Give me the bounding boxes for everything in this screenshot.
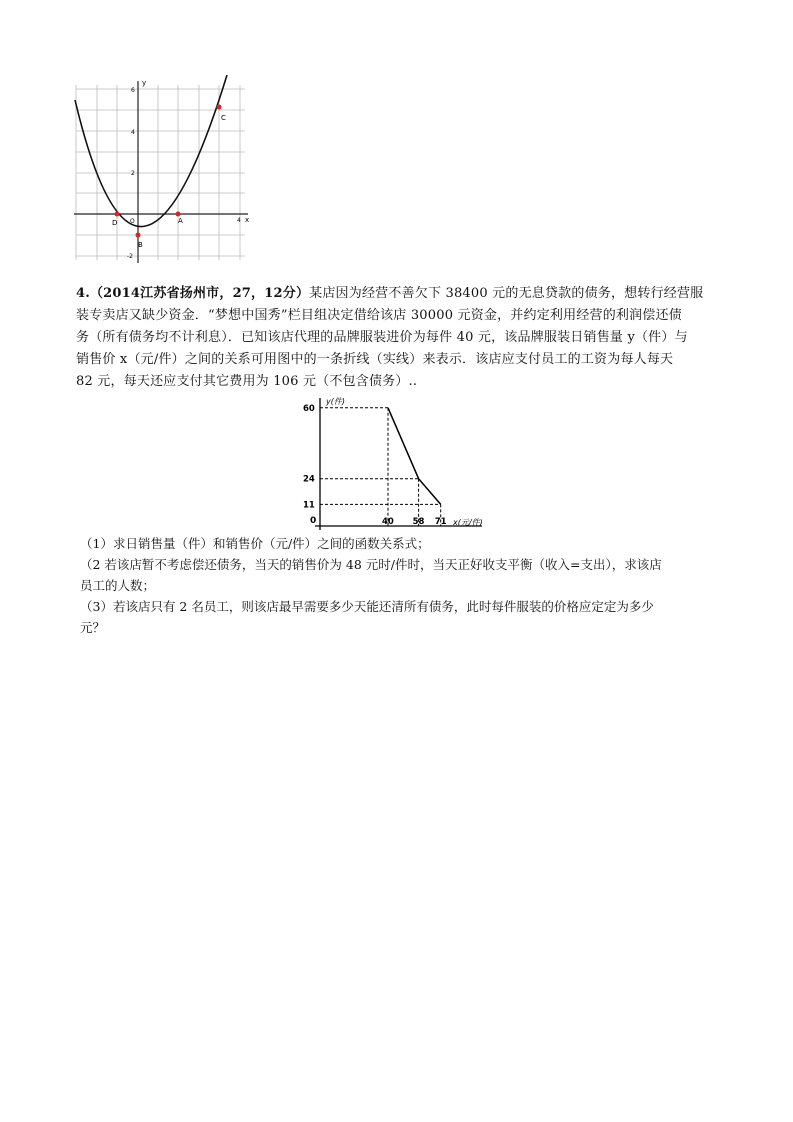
sales-chart bbox=[300, 392, 500, 532]
parabola-curve bbox=[75, 75, 227, 227]
label-b: B bbox=[138, 241, 143, 249]
problem-number: 4. bbox=[76, 286, 90, 301]
problem-line-3: 务（所有债务均不计利息）．已知该店代理的品牌服装进价为每件 40 元，该品牌服装日销售量 y（件）与 bbox=[76, 330, 688, 345]
y-tick-6: 6 bbox=[131, 87, 135, 94]
label-a: A bbox=[178, 217, 183, 225]
point-d bbox=[115, 212, 120, 217]
y-tick-label-1: 24 bbox=[303, 474, 315, 485]
chart-ylabel: y(件) bbox=[326, 397, 345, 406]
parabola-figure bbox=[70, 75, 255, 265]
y-tick-label-2: 11 bbox=[303, 500, 315, 511]
y-tick-2: 2 bbox=[131, 170, 135, 177]
problem-paragraph bbox=[76, 283, 716, 393]
problem-line-2: 装专卖店又缺少资金．“梦想中国秀”栏目组决定借给该店 30000 元资金，并约定利用经营的利润偿还债 bbox=[76, 308, 682, 323]
x-tick-4: 4 bbox=[237, 217, 241, 224]
y-axis-label: y bbox=[142, 79, 147, 87]
x-tick-label-0: 40 bbox=[382, 517, 394, 527]
problem-line-1-text: 某店因为经营不善欠下 38400 元的无息贷款的债务，想转行经营服 bbox=[309, 286, 704, 301]
chart-xlabel: x(元/件) bbox=[453, 518, 483, 527]
label-c: C bbox=[221, 114, 226, 122]
x-tick-label-1: 58 bbox=[412, 517, 425, 527]
label-d: D bbox=[112, 219, 118, 227]
y-tick-neg2: -2 bbox=[127, 253, 133, 260]
problem-line-1 bbox=[76, 283, 716, 305]
question-1: （1）求日销售量（件）和销售价（元/件）之间的函数关系式； bbox=[80, 536, 430, 551]
grid bbox=[76, 85, 245, 260]
x-tick-label-2: 71 bbox=[434, 517, 447, 527]
y-tick-label-0: 60 bbox=[303, 403, 315, 414]
chart-origin-label: 0 bbox=[310, 516, 317, 526]
x-axis-label: x bbox=[245, 216, 250, 224]
question-3-line-1: （3）若该店只有 2 名员工，则该店最早需要多少天能还清所有债务，此时每件服装的价格应定定为多少 bbox=[80, 599, 654, 614]
series-line bbox=[388, 408, 441, 505]
question-3-line-2: 元？ bbox=[80, 620, 106, 635]
problem-line-5: 82 元，每天还应支付其它费用为 106 元（不包含债务）.. bbox=[76, 374, 418, 389]
y-tick-4: 4 bbox=[131, 129, 135, 136]
problem-source: （2014江苏省扬州市，27，12分） bbox=[89, 286, 310, 301]
label-origin: O bbox=[130, 218, 135, 225]
question-2-line-2: 员工的人数； bbox=[80, 578, 156, 593]
point-c bbox=[217, 105, 222, 110]
question-2-line-1: （2 若该店暂不考虑偿还债务，当天的销售价为 48 元时/件时，当天正好收支平衡（收入=支出），求该店 bbox=[80, 557, 662, 572]
problem-line-4: 销售价 x（元/件）之间的关系可用图中的一条折线（实线）来表示．该店应支付员工的工资为每人每天 bbox=[76, 352, 674, 367]
point-b bbox=[136, 233, 141, 238]
point-a bbox=[176, 212, 181, 217]
